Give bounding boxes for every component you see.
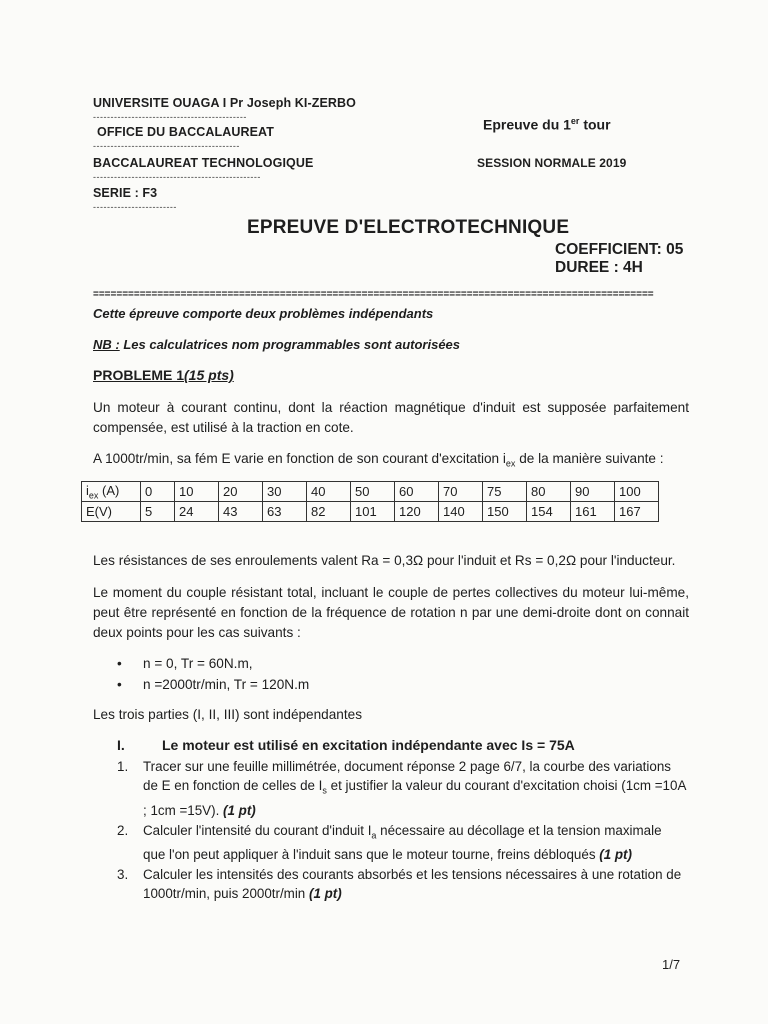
dotted-line: ------------------------------------------: [93, 141, 240, 151]
question-points: (1 pt): [308, 886, 342, 902]
dotted-line: --------------------------------------------: [93, 112, 247, 122]
coefficient: COEFFICIENT: 05: [555, 241, 684, 258]
question-item: [117, 757, 687, 820]
probleme-pts: (15 pts): [184, 367, 234, 383]
paragraph-fem: [93, 449, 693, 474]
table-cell: 50: [351, 482, 395, 502]
table-cell: 167: [615, 502, 659, 522]
exam-title: EPREUVE D'ELECTROTECHNIQUE: [247, 217, 570, 238]
epreuve-prefix: Epreuve du 1: [483, 116, 571, 133]
table-cell: 40: [307, 482, 351, 502]
question-text: Tracer sur une feuille millimétrée, document réponse 2 page 6/7, la courbe des variations de E en fonction de celles de I: [143, 759, 671, 793]
question-item: [117, 821, 687, 865]
table-cell: 82: [307, 502, 351, 522]
dotted-line: ------------------------: [93, 202, 177, 212]
table-cell: 30: [263, 482, 307, 502]
epreuve-tour: [483, 116, 611, 133]
part-one-title: Le moteur est utilisé en excitation indépendante avec Is = 75A: [162, 737, 575, 753]
session: SESSION NORMALE 2019: [477, 156, 627, 170]
table-cell: 101: [351, 502, 395, 522]
table-row-e: [82, 502, 659, 522]
list-item: • n = 0, Tr = 60N.m,: [115, 653, 309, 674]
table-cell: 100: [615, 482, 659, 502]
university-name: UNIVERSITE OUAGA I Pr Joseph KI-ZERBO: [93, 96, 356, 110]
iex-head-sub: ex: [88, 490, 99, 501]
question-num: 3.: [117, 867, 129, 883]
nb-text: Les calculatrices nom programmables sont autorisées: [119, 337, 461, 352]
question-text: Calculer l'intensité du courant d'induit I: [143, 822, 372, 838]
table-row-iex: [82, 482, 659, 502]
epreuve-sup: er: [570, 116, 580, 126]
table-cell: 70: [439, 482, 483, 502]
question-text: nécessaire au décollage et la tension maximale que l'on peut appliquer à l'induit sans que le moteur tourne, freins débloqués: [143, 822, 662, 863]
conditions-list: [115, 653, 309, 695]
table-cell: 80: [527, 482, 571, 502]
paragraph-parties: Les trois parties (I, II, III) sont indépendantes: [93, 707, 362, 722]
probleme-heading: [93, 367, 234, 383]
table-cell: 10: [175, 482, 219, 502]
table-cell: 63: [263, 502, 307, 522]
probleme-label: PROBLEME 1: [93, 367, 185, 383]
table-cell: 140: [439, 502, 483, 522]
questions-list: [117, 757, 687, 910]
paragraph-resistances: Les résistances de ses enroulements valent Ra = 0,3Ω pour l'induit et Rs = 0,2Ω pour l'inducteur.: [93, 553, 676, 568]
intro-text: Cette épreuve comporte deux problèmes indépendants: [93, 306, 434, 321]
table-cell: 24: [175, 502, 219, 522]
table-cell: 154: [527, 502, 571, 522]
table-cell: 0: [141, 482, 175, 502]
nb-note: [93, 337, 460, 352]
part-one-heading: [117, 737, 575, 753]
table-cell: 60: [395, 482, 439, 502]
dotted-line: ------------------------------------------------: [93, 172, 261, 182]
table-cell: 150: [483, 502, 527, 522]
table-cell: 20: [219, 482, 263, 502]
nb-label: NB :: [93, 337, 120, 352]
office-name: OFFICE DU BACCALAUREAT: [97, 125, 274, 139]
question-sub: a: [371, 830, 377, 841]
duree: DUREE : 4H: [555, 259, 643, 276]
question-points: (1 pt): [223, 802, 256, 818]
table-header-e: E(V): [82, 502, 141, 522]
list-item: • n =2000tr/min, Tr = 120N.m: [115, 674, 309, 695]
question-sub: s: [322, 785, 327, 796]
question-num: 2.: [117, 822, 129, 838]
paragraph-moteur: Un moteur à courant continu, dont la réaction magnétique d'induit est supposée parfaitement compensée, est utilisé à la traction en cote.: [93, 400, 689, 435]
part-one-num: I.: [117, 737, 125, 753]
table-cell: 120: [395, 502, 439, 522]
table-header-iex: [82, 482, 141, 502]
question-points: (1 pt): [599, 847, 632, 863]
question-text: et justifier la valeur du courant d'excitation choisi (1cm =10A ; 1cm =15V).: [143, 778, 686, 818]
para2-text-a: A 1000tr/min, sa fém E varie en fonction de son courant d'excitation i: [93, 451, 506, 466]
table-cell: 161: [571, 502, 615, 522]
serie: SERIE : F3: [93, 186, 158, 200]
table-cell: 90: [571, 482, 615, 502]
separator-line: ================================================================================================: [93, 291, 654, 299]
excitation-table: [81, 481, 659, 522]
bac-type: BACCALAUREAT TECHNOLOGIQUE: [93, 156, 314, 170]
paragraph-couple: Le moment du couple résistant total, incluant le couple de pertes collectives du moteur lui-même, peut être représenté en fonction de la fréquence de rotation n par une demi-droite dont on connait deux points pour les cas suivants :: [93, 585, 689, 640]
epreuve-suffix: tour: [579, 116, 611, 133]
question-item: [117, 865, 687, 909]
iex-head-b: (A): [98, 482, 120, 498]
iex-head-a: i: [86, 482, 89, 498]
table-cell: 75: [483, 482, 527, 502]
question-num: 1.: [117, 759, 129, 774]
table-cell: 5: [141, 502, 175, 522]
para2-text-b: de la manière suivante :: [515, 451, 664, 466]
question-text: Calculer les intensités des courants absorbés et les tensions nécessaires à une rotation de 1000tr/min, puis 2000tr/min: [143, 867, 682, 902]
page-number: 1/7: [662, 957, 681, 972]
para2-sub: ex: [505, 458, 516, 469]
table-cell: 43: [219, 502, 263, 522]
